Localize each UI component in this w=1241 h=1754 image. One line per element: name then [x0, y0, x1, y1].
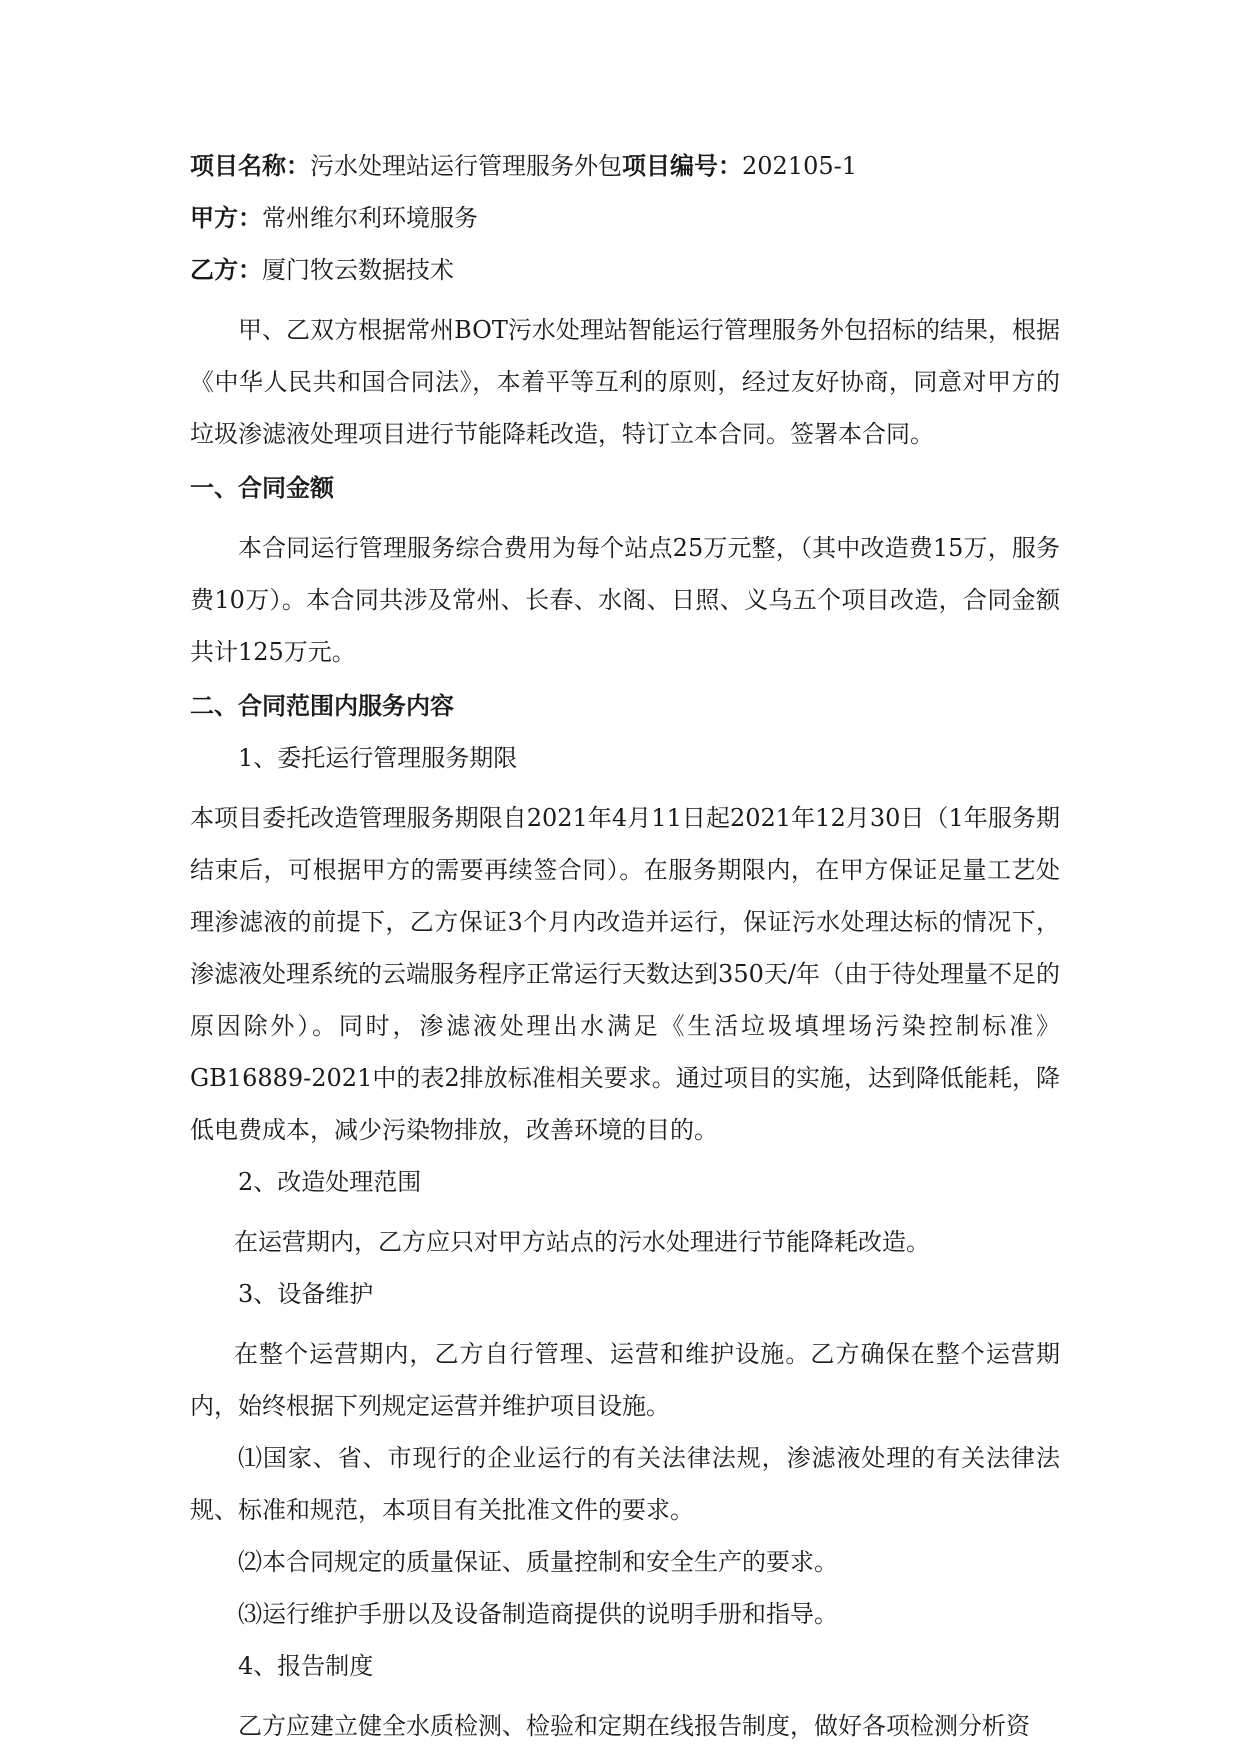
item-4-body: 乙方应建立健全水质检测、检验和定期在线报告制度，做好各项检测分析资 — [238, 1712, 1030, 1740]
item-3-sub-3: ⑶运行维护手册以及设备制造商提供的说明手册和指导。 — [238, 1600, 838, 1628]
project-name-label: 项目名称： — [190, 151, 310, 180]
item-3-sub-1: ⑴国家、省、市现行的企业运行的有关法律法规，渗滤液处理的有关法律法规、标准和规范，本项目有关批准文件的要求。 — [190, 1444, 1060, 1524]
project-header-line — [190, 148, 1060, 184]
intro-paragraph: 甲、乙双方根据常州BOT污水处理站智能运行管理服务外包招标的结果，根据《中华人民共和国合同法》，本着平等互利的原则，经过友好协商，同意对甲方的垃圾渗滤液处理项目进行节能降耗改造，特订立本合同。签署本合同。 — [190, 316, 1060, 448]
party-b-label: 乙方： — [190, 255, 262, 284]
project-no-label: 项目编号： — [622, 151, 742, 180]
party-a-line — [190, 200, 1060, 236]
item-4-title: 4、报告制度 — [238, 1652, 374, 1680]
item-3-body: 在整个运营期内，乙方自行管理、运营和维护设施。乙方确保在整个运营期内，始终根据下列规定运营并维护项目设施。 — [190, 1340, 1060, 1420]
project-no-value: 202105-1 — [742, 152, 857, 180]
party-b-value: 厦门牧云数据技术 — [262, 256, 454, 284]
item-2-title: 2、改造处理范围 — [238, 1168, 422, 1196]
item-1-body: 本项目委托改造管理服务期限自2021年4月11日起2021年12月30日（1年服务期结束后，可根据甲方的需要再续签合同）。在服务期限内，在甲方保证足量工艺处理渗滤液的前提下，乙方保证3个月内改造并运行，保证污水处理达标的情况下，渗滤液处理系统的云端服务程序正常运行天数达到350天/年（由于待处理量不足的原因除外）。同时，渗滤液处理出水满足《生活垃圾填埋场污染控制标准》GB16889-2021中的表2排放标准相关要求。通过项目的实施，达到降低能耗，降低电费成本，减少污染物排放，改善环境的目的。 — [190, 804, 1060, 1144]
section-1-body: 本合同运行管理服务综合费用为每个站点25万元整，（其中改造费15万，服务费10万）。本合同共涉及常州、长春、水阁、日照、义乌五个项目改造，合同金额共计125万元。 — [190, 534, 1060, 666]
project-name-value: 污水处理站运行管理服务外包 — [310, 152, 622, 180]
item-2-body: 在运营期内，乙方应只对甲方站点的污水处理进行节能降耗改造。 — [234, 1228, 930, 1256]
party-a-label: 甲方： — [190, 203, 262, 232]
section-2-title: 二、合同范围内服务内容 — [190, 691, 454, 720]
contract-page — [190, 148, 1060, 1752]
item-3-sub-2: ⑵本合同规定的质量保证、质量控制和安全生产的要求。 — [238, 1548, 838, 1576]
item-3-title: 3、设备维护 — [238, 1280, 374, 1308]
item-1-title: 1、委托运行管理服务期限 — [238, 744, 518, 772]
section-1-title: 一、合同金额 — [190, 473, 334, 502]
party-b-line — [190, 252, 1060, 288]
party-a-value: 常州维尔利环境服务 — [262, 204, 478, 232]
